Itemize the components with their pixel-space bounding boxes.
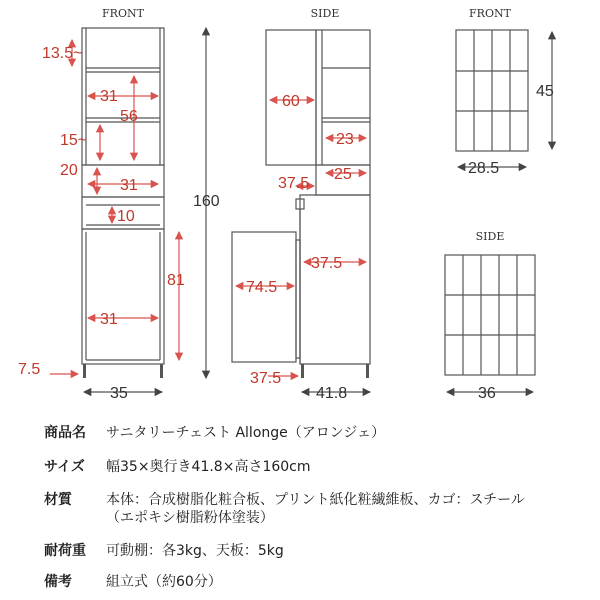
spec-row-material [40, 489, 600, 529]
dim-41-8: 41.8 [316, 385, 348, 402]
dim-74-5: 74.5 [246, 279, 278, 296]
dim-20: 20 [60, 162, 78, 179]
spec-value: 可動棚：各3kg、天板：5kg [106, 543, 284, 559]
dim-31-low: 31 [100, 311, 118, 328]
dim-7-5: 7.5 [18, 361, 41, 378]
spec-key: 備考 [44, 574, 72, 590]
dim-37-5-c: 37.5 [250, 370, 282, 387]
spec-value: サニタリーチェスト Allonge（アロンジェ） [106, 425, 386, 441]
spec-key: サイズ [44, 459, 85, 475]
dim-60: 60 [282, 93, 300, 110]
basket-side-view [445, 230, 535, 402]
spec-value: 幅35×奥行き41.8×高さ160cm [106, 459, 311, 475]
spec-row-load [40, 540, 600, 560]
basket-front-view [456, 7, 554, 177]
dim-28-5: 28.5 [468, 160, 500, 177]
front-view [18, 7, 220, 402]
dim-13-5: 13.5~ [42, 45, 83, 62]
dim-56: 56 [120, 108, 138, 125]
side-lower-door [232, 232, 296, 362]
front-lower-cabinet [82, 229, 164, 364]
spec-key: 商品名 [44, 425, 86, 441]
dim-35: 35 [110, 385, 128, 402]
dim-15: 15~ [60, 132, 88, 149]
spec-value: 組立式（約60分） [106, 574, 222, 590]
front-label: FRONT [102, 7, 144, 20]
dim-23: 23 [336, 131, 354, 148]
spec-value: 本体：合成樹脂化粧合板、プリント紙化粧繊維板、カゴ：スチール [106, 492, 525, 508]
dim-37-5-a: 37.5 [278, 175, 310, 192]
spec-row-note [40, 571, 600, 591]
dim-31-mid: 31 [120, 177, 138, 194]
dim-37-5-b: 37.5 [311, 255, 343, 272]
dim-25: 25 [334, 166, 352, 183]
dim-81: 81 [167, 272, 185, 289]
spec-value-line2: （エポキシ樹脂粉体塗装） [106, 510, 274, 526]
basket-front-label: FRONT [469, 7, 511, 20]
dim-160: 160 [193, 193, 220, 210]
side-view [232, 7, 370, 402]
dim-36: 36 [478, 385, 496, 402]
basket-side-label: SIDE [475, 230, 505, 243]
side-label: SIDE [310, 7, 340, 20]
side-lower-body [300, 195, 370, 364]
spec-key: 材質 [44, 492, 72, 508]
dim-45: 45 [536, 83, 554, 100]
spec-row-name [40, 422, 600, 442]
dim-31-top: 31 [100, 88, 118, 105]
spec-key: 耐荷重 [44, 543, 86, 559]
spec-row-size [40, 456, 600, 476]
dim-10: 10 [117, 208, 135, 225]
